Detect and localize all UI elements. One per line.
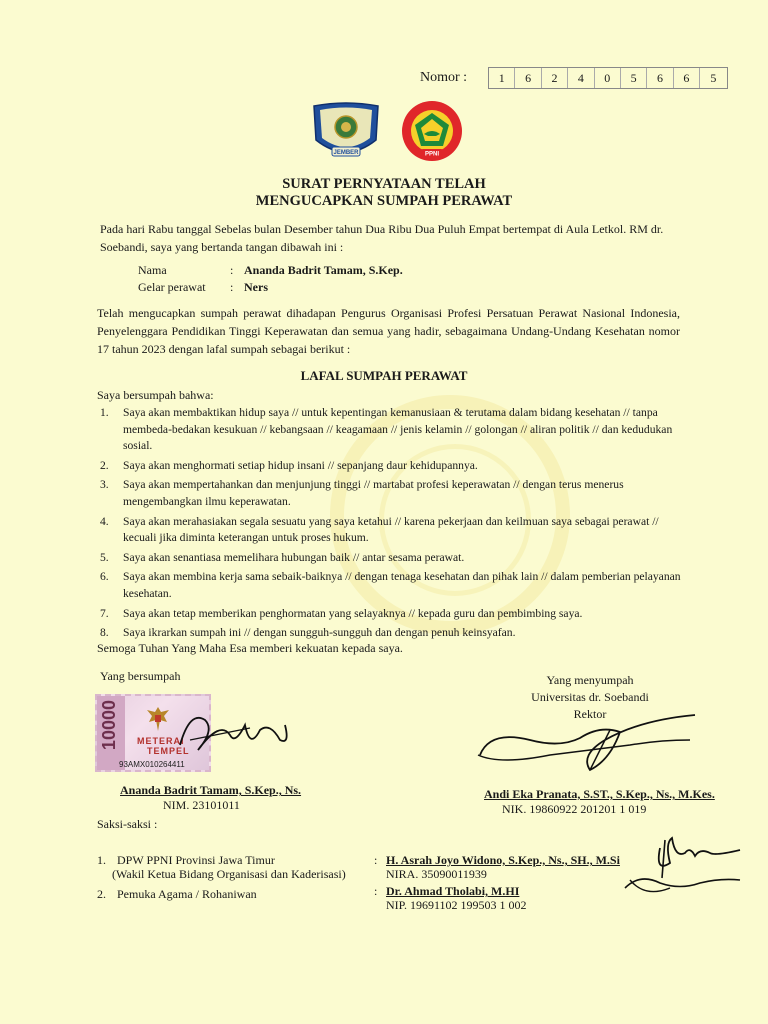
stamp-word-tempel: TEMPEL	[147, 746, 190, 756]
oath-item-number: 1.	[100, 406, 109, 419]
nomor-digit: 5	[621, 68, 647, 88]
oath-taker-label: Yang bersumpah	[100, 669, 181, 683]
ppni-short-text: PPNI	[424, 151, 440, 158]
oath-item	[97, 458, 682, 475]
witness-number: 2.	[97, 887, 106, 901]
oath-item-text: Saya akan mempertahankan dan menjunjung tinggi // martabat profesi keperawatan // dengan terus menerus mengembangkan ilmu keperawatan.	[123, 478, 624, 508]
oath-item-text: Saya akan tetap memberikan penghormatan yang selayaknya // kepada guru dan pembimbing saya.	[123, 606, 583, 620]
field-separator: :	[230, 280, 234, 294]
field-separator: :	[230, 263, 234, 277]
nomor-digit: 6	[515, 68, 541, 88]
oath-opening: Saya bersumpah bahwa:	[97, 388, 214, 402]
oath-item	[97, 569, 682, 602]
document-title	[0, 176, 768, 210]
stamp-serial: 93AMX010264411	[119, 760, 185, 769]
oath-item	[97, 550, 682, 567]
oath-item	[97, 625, 682, 642]
university-city-text: JEMBER	[333, 150, 359, 156]
nomor-digit: 0	[595, 68, 621, 88]
oath-taker-name: Ananda Badrit Tamam, S.Kep., Ns.	[120, 783, 302, 797]
rector-id: NIK. 19860922 201201 1 019	[502, 802, 647, 816]
witnesses-label: Saksi-saksi :	[97, 817, 158, 831]
oath-item	[97, 477, 682, 510]
field-gelar	[138, 280, 268, 295]
witness-1-id: NIRA. 35090011939	[386, 867, 487, 881]
oath-list	[97, 405, 682, 645]
oath-item-number: 7.	[100, 606, 109, 620]
field-label: Nama	[138, 263, 167, 277]
header-logos	[306, 100, 468, 162]
field-label: Gelar perawat	[138, 280, 206, 294]
oath-item-number: 8.	[100, 626, 109, 640]
administrator-position: Rektor	[573, 707, 607, 721]
oath-item-text: Saya akan senantiasa memelihara hubungan baik // antar sesama perawat.	[123, 550, 465, 564]
nomor-label: Nomor :	[420, 70, 468, 85]
nomor-digit: 2	[542, 68, 568, 88]
nomor-digit: 4	[568, 68, 594, 88]
nomor-box	[420, 67, 728, 89]
stamp-value: 10000	[99, 700, 119, 751]
ppni-logo	[396, 100, 468, 162]
witness-1-separator: :	[374, 853, 378, 867]
nomor-digit: 1	[489, 68, 515, 88]
nomor-digit: 5	[710, 70, 717, 85]
university-logo	[306, 100, 386, 162]
witness-2-id: NIP. 19691102 199503 1 002	[386, 898, 527, 912]
rector-signature	[470, 710, 700, 785]
title-line-1: SURAT PERNYATAAN TELAH	[282, 176, 486, 192]
nomor-digit: 6	[674, 68, 700, 88]
oath-item-text: Saya ikrarkan sumpah ini // dengan sungguh-sungguh dan dengan penuh keinsyafan.	[123, 626, 516, 640]
witness-1-org-lines	[112, 853, 346, 881]
administrator-label: Yang menyumpah	[546, 673, 634, 687]
witness-number: 1.	[97, 853, 106, 867]
administrator-institution: Universitas dr. Soebandi	[531, 690, 649, 704]
body-paragraph: Telah mengucapkan sumpah perawat dihadapan Pengurus Organisasi Profesi Persatuan Perawat Nasional Indonesia, Penyelenggara Pendidikan Tinggi Keperawatan dan semua yang hadir, sebagaimana Undang-Undang Kesehatan nomor 17 tahun 2023 dengan lafal sumpah sebagai berikut :	[97, 306, 680, 356]
witness-2-separator: :	[374, 884, 378, 898]
oath-item-number: 3.	[100, 478, 109, 492]
stamp-word-meterai: METERAI	[137, 736, 185, 746]
witness-signatures	[600, 828, 750, 908]
intro-paragraph: Pada hari Rabu tanggal Sebelas bulan Desember tahun Dua Ribu Dua Puluh Empat bertempat di Aula Letkol. RM dr. Soebandi, saya yang bertanda tangan dibawah ini :	[100, 222, 664, 254]
oath-item-text: Saya akan menghormati setiap hidup insani // sepanjang daur kehidupannya.	[123, 458, 478, 472]
stamp-value-block	[97, 696, 125, 770]
oath-item	[97, 606, 682, 623]
witness-1-org-line-1: DPW PPNI Provinsi Jawa Timur	[117, 853, 275, 867]
title-line-2: MENGUCAPKAN SUMPAH PERAWAT	[255, 193, 513, 209]
field-nama	[138, 263, 403, 278]
field-value: Ners	[244, 280, 268, 294]
oath-closing: Semoga Tuhan Yang Maha Esa memberi kekuatan kepada saya.	[97, 641, 403, 655]
oath-item	[97, 405, 682, 455]
witness-2-name: Dr. Ahmad Tholabi, M.HI	[386, 884, 520, 898]
nomor-digits	[488, 67, 728, 89]
witness-1-name: H. Asrah Joyo Widono, S.Kep., Ns., SH., M.Si	[386, 853, 620, 867]
oath-item-text: Saya akan membina kerja sama sebaik-baiknya // dengan tenaga kesehatan dan pihak lain // dalam pemberian pelayanan kesehatan.	[123, 570, 681, 600]
oath-item-text: Saya akan membaktikan hidup saya // untuk kepentingan kemanusiaan & terutama dalam bidang kesehatan // tanpa membeda-bedakan kesukuan // kebangsaan // keagamaan // jenis kelamin // golongan // aliran politik // dan kedudukan sosial.	[123, 406, 673, 453]
witness-1-org	[97, 853, 346, 881]
oath-taker-id: NIM. 23101011	[163, 798, 240, 812]
oath-taker-signature	[160, 700, 300, 770]
witness-2-org	[97, 887, 257, 902]
witness-2-org-text: Pemuka Agama / Rohaniwan	[117, 887, 257, 901]
rector-name: Andi Eka Pranata, S.ST., S.Kep., Ns., M.Kes.	[484, 787, 715, 801]
nomor-digit: 6	[647, 68, 673, 88]
oath-item-number: 2.	[100, 458, 109, 472]
oath-item-text: Saya akan merahasiakan segala sesuatu yang saya ketahui // karena pekerjaan dan keilmuan saya sebagai perawat // kecuali jika diminta keterangan untuk proses hukum.	[123, 514, 659, 545]
witness-1-org-line-2: (Wakil Ketua Bidang Organisasi dan Kaderisasi)	[112, 867, 346, 881]
oath-item-number: 5.	[100, 550, 109, 564]
oath-item-number: 4.	[100, 514, 109, 528]
oath-title: LAFAL SUMPAH PERAWAT	[300, 368, 468, 383]
oath-item	[97, 514, 682, 547]
field-value: Ananda Badrit Tamam, S.Kep.	[244, 263, 403, 277]
oath-item-number: 6.	[100, 570, 109, 584]
